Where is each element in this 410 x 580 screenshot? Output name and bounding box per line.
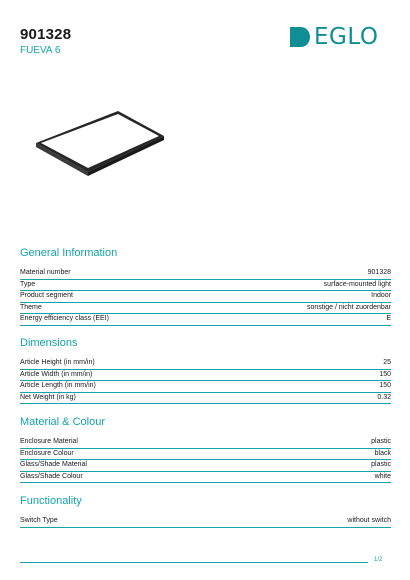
- spec-row: [20, 460, 391, 472]
- product-image: [20, 100, 170, 180]
- spec-row: [20, 381, 391, 393]
- spec-value: 150: [379, 370, 391, 378]
- spec-value: 150: [379, 382, 391, 389]
- spec-row: [20, 393, 391, 405]
- logo-mark-icon: [290, 27, 310, 47]
- article-number: 901328: [20, 26, 72, 43]
- page-number: 1/2: [374, 557, 383, 563]
- spec-row: [20, 449, 391, 461]
- spec-value: E: [386, 315, 391, 322]
- product-name: FUEVA 6: [20, 45, 61, 56]
- spec-value: 0.32: [377, 393, 391, 401]
- spec-label: Article Length (in mm/in): [20, 382, 96, 389]
- spec-label: Energy efficiency class (EEI): [20, 315, 109, 322]
- spec-value: 901328: [367, 269, 391, 276]
- footer-divider: [20, 562, 368, 563]
- section-dimensions: [20, 336, 391, 404]
- spec-label: Type: [20, 280, 36, 288]
- spec-value: sonstige / nicht zuordenbar: [306, 303, 391, 311]
- spec-label: Enclosure Colour: [20, 449, 74, 457]
- spec-row: [20, 303, 391, 315]
- section-title: Dimensions: [20, 337, 78, 349]
- spec-row: [20, 280, 391, 292]
- spec-row: [20, 291, 391, 303]
- spec-row: [20, 314, 391, 326]
- spec-label: Product segment: [20, 292, 73, 299]
- spec-label: Glass/Shade Colour: [20, 472, 83, 480]
- spec-value: black: [374, 449, 391, 457]
- spec-row: [20, 472, 391, 484]
- spec-row: [20, 437, 391, 449]
- spec-label: Material number: [20, 269, 71, 276]
- spec-row: [20, 370, 391, 382]
- spec-label: Theme: [20, 303, 42, 311]
- section-title: Material & Colour: [20, 416, 105, 428]
- spec-value: plastic: [371, 461, 391, 468]
- spec-value: without switch: [347, 517, 391, 524]
- section-title: General Information: [20, 247, 118, 259]
- section-functionality: [20, 494, 391, 528]
- section-title: Functionality: [20, 495, 82, 507]
- spec-label: Article Height (in mm/in): [20, 359, 95, 366]
- spec-label: Net Weight (in kg): [20, 393, 76, 401]
- spec-label: Article Width (in mm/in): [20, 370, 93, 378]
- spec-value: Indoor: [371, 292, 391, 299]
- spec-value: plastic: [371, 438, 391, 445]
- spec-value: white: [374, 472, 391, 480]
- spec-value: surface-mounted light: [323, 280, 391, 288]
- spec-label: Enclosure Material: [20, 438, 78, 445]
- spec-row: [20, 516, 391, 528]
- brand-logo: [290, 26, 378, 48]
- spec-label: Switch Type: [20, 517, 58, 524]
- section-material-colour: [20, 415, 391, 483]
- spec-row: [20, 358, 391, 370]
- section-general-information: [20, 246, 391, 326]
- spec-label: Glass/Shade Material: [20, 461, 87, 468]
- spec-value: 25: [383, 359, 391, 366]
- logo-text: EGLO: [314, 24, 379, 50]
- spec-row: [20, 268, 391, 280]
